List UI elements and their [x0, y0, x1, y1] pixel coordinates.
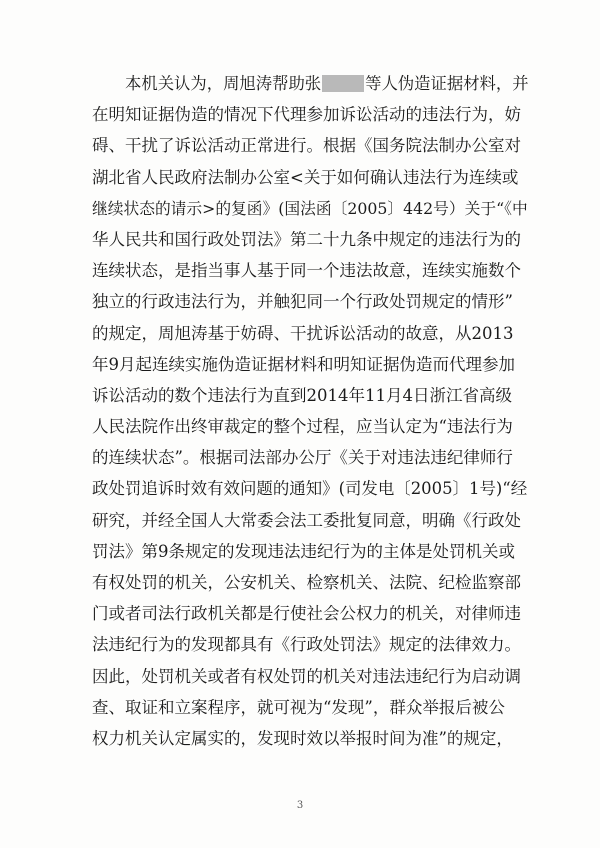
paragraph-line-15: 研究，并经全国人大常委会法工委批复同意，明确《行政处: [92, 510, 521, 530]
paragraph-line-3: 碍、干扰了诉讼活动正常进行。根据《国务院法制办公室对: [92, 136, 521, 156]
paragraph-line-21: 查、取证和立案程序，就可视为“发现”，群众举报后被公: [92, 697, 505, 717]
paragraph-line-6: 华人民共和国行政处罚法》第二十九条中规定的违法行为的: [92, 229, 521, 249]
redacted-name-block: [322, 75, 364, 92]
paragraph-line-16: 罚法》第9条规定的发现违法违纪行为的主体是处罚机关或: [92, 541, 515, 561]
line-1-before-redaction: 本机关认为，周旭涛帮助张: [125, 74, 322, 93]
paragraph-line-1: [92, 68, 528, 99]
paragraph-line-4: 湖北省人民政府法制办公室<关于如何确认违法行为连续或: [92, 167, 519, 187]
page-number: 3: [296, 800, 304, 811]
line-1-after-redaction: 等人伪造证据材料，并: [365, 74, 529, 93]
paragraph-line-17: 有权处罚的机关，公安机关、检察机关、法院、纪检监察部: [92, 573, 521, 592]
paragraph-line-2: 在明知证据伪造的情况下代理参加诉讼活动的违法行为，妨: [92, 105, 521, 125]
paragraph-line-9: 的规定，周旭涛基于妨碍、干扰诉讼活动的故意，从2013: [92, 323, 514, 343]
paragraph-line-7: 连续状态，是指当事人基于同一个违法故意，连续实施数个: [92, 261, 521, 281]
body-text: [92, 68, 528, 754]
paragraph-line-5: 继续状态的请示>的复函》(国法函〔2005〕442号）关于“《中: [92, 198, 528, 218]
paragraph-line-13: 的连续状态”。根据司法部办公厅《关于对违法违纪律师行: [92, 448, 513, 468]
paragraph-line-11: 诉讼活动的数个违法行为直到2014年11月4日浙江省高级: [92, 385, 512, 405]
paragraph-line-8: 独立的行政违法行为，并触犯同一个行政处罚规定的情形”: [92, 292, 513, 312]
paragraph-line-10: 年9月起连续实施伪造证据材料和明知证据伪造而代理参加: [92, 354, 515, 374]
paragraph-line-18: 门或者司法行政机关都是行使社会公权力的机关，对律师违: [92, 604, 521, 624]
paragraph-line-14: 政处罚追诉时效有效问题的通知》(司发电〔2005〕1号)“经: [92, 479, 528, 499]
paragraph-line-22: 权力机关认定属实的，发现时效以举报时间为准”的规定，: [92, 728, 513, 748]
paragraph-line-19: 法违纪行为的发现都具有《行政处罚法》规定的法律效力。: [92, 635, 521, 655]
paragraph-line-12: 人民法院作出终审裁定的整个过程，应当认定为“违法行为: [92, 417, 513, 437]
paragraph-line-20: 因此，处罚机关或者有权处罚的机关对违法违纪行为启动调: [92, 666, 521, 686]
